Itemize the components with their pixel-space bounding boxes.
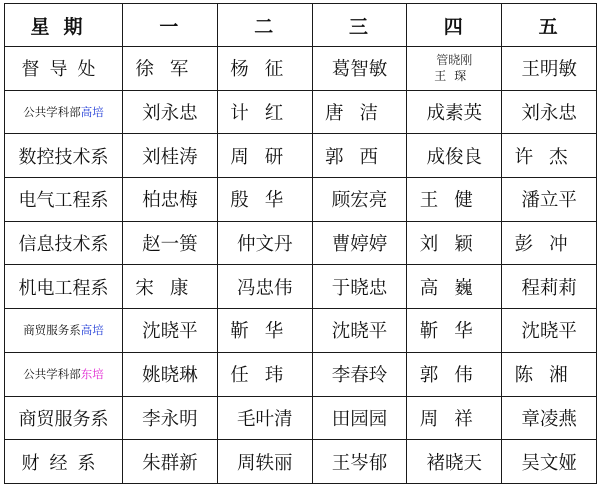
duty-name-cell — [217, 221, 312, 265]
duty-name: 李春玲 — [331, 365, 388, 387]
duty-name: 宋康 — [135, 277, 205, 299]
department-label: 公共学科部 — [23, 105, 81, 120]
duty-name-cell — [407, 90, 502, 134]
duty-name: 章凌燕 — [521, 408, 577, 430]
duty-name-cell — [312, 134, 407, 178]
duty-name: 褚晓天 — [426, 452, 483, 474]
duty-name: 程莉莉 — [521, 277, 577, 299]
duty-name: 王健 — [419, 190, 489, 212]
table-row — [5, 309, 597, 353]
duty-name: 葛智敏 — [331, 59, 388, 81]
duty-name-cell — [407, 440, 502, 484]
department-cell — [5, 352, 123, 396]
table-row — [5, 221, 597, 265]
duty-name-cell — [217, 396, 312, 440]
duty-name: 刘桂涛 — [142, 146, 198, 168]
duty-name: 计红 — [230, 103, 300, 125]
duty-name: 周祥 — [419, 408, 489, 430]
duty-name-cell — [123, 440, 218, 484]
duty-name-cell — [312, 47, 407, 91]
header-day-1: 一 — [123, 4, 218, 47]
table-row — [5, 440, 597, 484]
department-label: 数控技术系 — [18, 146, 109, 168]
duty-name-cell — [312, 396, 407, 440]
duty-name-stacked: 管晓刚 — [436, 53, 473, 68]
duty-name: 沈晓平 — [331, 321, 388, 343]
duty-name-cell — [312, 221, 407, 265]
department-label: 商贸服务系 — [23, 323, 81, 338]
duty-name: 田园园 — [331, 408, 388, 430]
duty-name: 吴文娅 — [521, 452, 577, 474]
department-cell — [5, 309, 123, 353]
duty-name: 陈湘 — [514, 365, 584, 387]
table-row — [5, 352, 597, 396]
duty-name: 沈晓平 — [521, 321, 577, 343]
duty-name-cell — [123, 178, 218, 222]
duty-name-cell — [217, 309, 312, 353]
duty-name-cell — [123, 309, 218, 353]
header-row — [5, 4, 597, 47]
header-day-4: 四 — [407, 4, 502, 47]
duty-name-cell — [502, 221, 597, 265]
duty-name-cell — [123, 265, 218, 309]
table-row — [5, 90, 597, 134]
duty-name: 刘永忠 — [142, 103, 198, 125]
duty-name-cell — [123, 90, 218, 134]
department-cell — [5, 440, 123, 484]
department-cell — [5, 265, 123, 309]
duty-name: 于晓忠 — [331, 277, 388, 299]
duty-name-cell — [123, 134, 218, 178]
table-row — [5, 265, 597, 309]
duty-name-stacked: 王琛 — [434, 69, 475, 84]
duty-name-cell — [217, 134, 312, 178]
duty-name-cell — [502, 90, 597, 134]
duty-name-cell — [217, 440, 312, 484]
department-label: 机电工程系 — [18, 277, 109, 299]
duty-name-cell — [502, 309, 597, 353]
duty-name-cell — [502, 352, 597, 396]
duty-name-cell — [407, 309, 502, 353]
department-label: 电气工程系 — [18, 190, 109, 212]
header-day-3: 三 — [312, 4, 407, 47]
schedule-body — [5, 47, 597, 484]
duty-name: 杨征 — [230, 59, 300, 81]
duty-name-cell — [502, 265, 597, 309]
duty-name: 姚晓琳 — [142, 365, 198, 387]
duty-name: 朱群新 — [142, 452, 198, 474]
department-cell — [5, 47, 123, 91]
duty-name-cell — [312, 178, 407, 222]
duty-name: 赵一篑 — [142, 234, 198, 256]
duty-name: 徐军 — [135, 59, 205, 81]
duty-name: 李永明 — [142, 408, 198, 430]
duty-name-cell — [312, 309, 407, 353]
duty-name-cell — [123, 352, 218, 396]
duty-name: 高巍 — [419, 277, 489, 299]
duty-name-cell — [407, 134, 502, 178]
department-label: 财经系 — [21, 452, 106, 474]
department-cell — [5, 90, 123, 134]
department-highlight-label: 东培 — [80, 367, 104, 382]
duty-name-cell — [407, 352, 502, 396]
table-row — [5, 134, 597, 178]
header-weekday-label: 星期 — [5, 4, 123, 47]
duty-name-cell — [123, 396, 218, 440]
duty-name: 潘立平 — [521, 190, 577, 212]
department-cell — [5, 221, 123, 265]
duty-name: 顾宏亮 — [331, 190, 388, 212]
duty-name: 成素英 — [426, 103, 483, 125]
duty-schedule-table — [4, 3, 597, 484]
duty-name-cell — [502, 178, 597, 222]
duty-name-cell — [312, 265, 407, 309]
duty-name: 彭冲 — [514, 234, 584, 256]
duty-name-cell — [123, 221, 218, 265]
duty-name-cell — [217, 90, 312, 134]
table-row — [5, 396, 597, 440]
department-label: 公共学科部 — [23, 367, 81, 382]
duty-name-cell — [502, 396, 597, 440]
duty-name-cell — [407, 221, 502, 265]
duty-name-cell — [312, 352, 407, 396]
duty-name: 靳华 — [419, 321, 489, 343]
duty-name-cell — [312, 440, 407, 484]
table-row — [5, 178, 597, 222]
duty-name: 曹婷婷 — [331, 234, 388, 256]
department-cell — [5, 396, 123, 440]
department-label: 信息技术系 — [18, 234, 109, 256]
duty-name-cell — [123, 47, 218, 91]
duty-name: 靳华 — [230, 321, 300, 343]
duty-name-cell — [407, 265, 502, 309]
duty-name: 毛叶清 — [236, 408, 293, 430]
duty-name-cell — [407, 47, 502, 91]
duty-name: 冯忠伟 — [236, 277, 293, 299]
duty-name-cell — [217, 265, 312, 309]
duty-name: 郭西 — [324, 146, 394, 168]
duty-name-cell — [502, 47, 597, 91]
duty-name: 刘永忠 — [521, 103, 577, 125]
duty-name: 王岑郁 — [331, 452, 388, 474]
duty-name: 唐洁 — [324, 103, 394, 125]
department-highlight-label: 高培 — [80, 105, 104, 120]
department-cell — [5, 178, 123, 222]
duty-name: 王明敏 — [521, 59, 577, 81]
duty-name: 成俊良 — [426, 146, 483, 168]
duty-name-cell — [217, 178, 312, 222]
duty-name-cell — [502, 440, 597, 484]
department-highlight-label: 高培 — [80, 323, 104, 338]
duty-name: 殷华 — [230, 190, 300, 212]
duty-name: 周轶丽 — [236, 452, 293, 474]
duty-name-cell — [407, 178, 502, 222]
duty-name-cell — [502, 134, 597, 178]
duty-name: 沈晓平 — [142, 321, 198, 343]
duty-name: 刘颖 — [419, 234, 489, 256]
duty-name-cell — [312, 90, 407, 134]
duty-name-cell — [407, 396, 502, 440]
department-label: 商贸服务系 — [18, 408, 109, 430]
duty-name-cell — [217, 352, 312, 396]
duty-name: 周研 — [230, 146, 300, 168]
duty-name: 任玮 — [230, 365, 300, 387]
duty-name: 郭伟 — [419, 365, 489, 387]
header-day-2: 二 — [217, 4, 312, 47]
duty-name: 仲文丹 — [236, 234, 293, 256]
table-row — [5, 47, 597, 91]
duty-name: 柏忠梅 — [142, 190, 198, 212]
duty-name: 许杰 — [514, 146, 584, 168]
department-cell — [5, 134, 123, 178]
header-day-5: 五 — [502, 4, 597, 47]
department-label: 督导处 — [21, 59, 106, 81]
duty-name-cell — [217, 47, 312, 91]
